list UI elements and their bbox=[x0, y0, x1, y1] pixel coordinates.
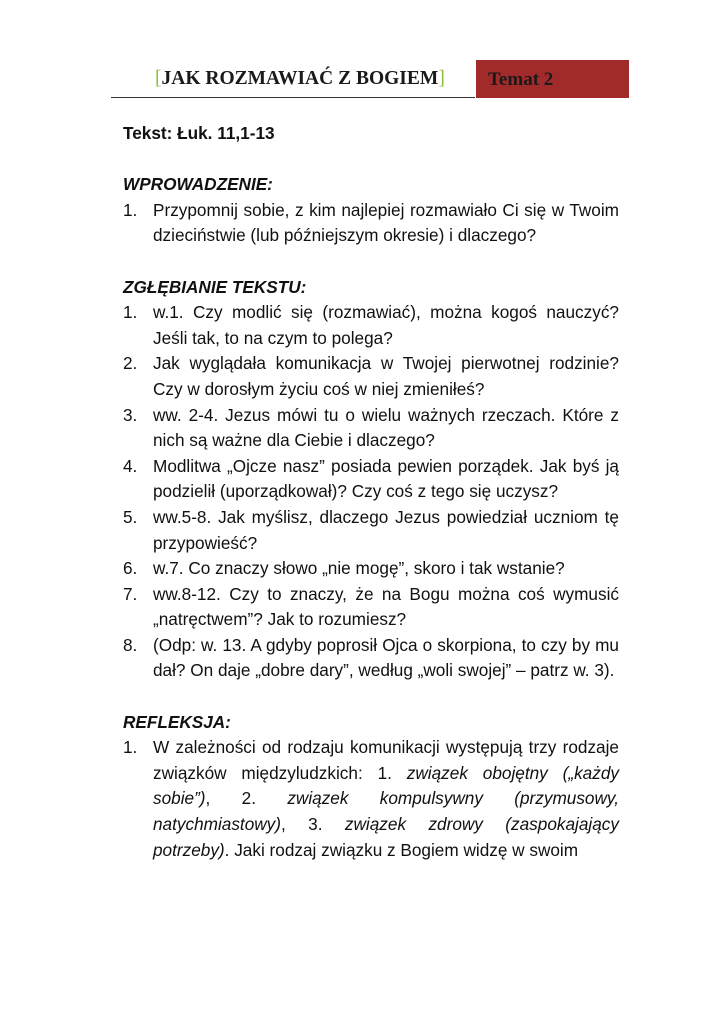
item-number: 1. bbox=[123, 199, 138, 220]
document-body bbox=[123, 121, 619, 889]
study-list bbox=[123, 300, 619, 684]
item-text-part: , 3. bbox=[281, 814, 345, 835]
item-number: 1. bbox=[123, 737, 138, 758]
item-text: Modlitwa „Ojcze nasz” posiada pewien porządek. Jak byś ją podzielił (uporządkował)? Czy coś z tego się uczysz? bbox=[153, 455, 619, 502]
list-item bbox=[123, 556, 619, 582]
item-text: ww.8-12. Czy to znaczy, że na Bogu można coś wymusić „natręctwem”? Jak to rozumiesz? bbox=[153, 583, 619, 630]
item-number: 2. bbox=[123, 353, 138, 374]
title-bracket-close: ] bbox=[438, 68, 445, 89]
item-number: 5. bbox=[123, 506, 138, 527]
item-text-part: . Jaki rodzaj związku z Bogiem widzę w swoim bbox=[224, 839, 579, 860]
intro-list bbox=[123, 198, 619, 249]
list-item bbox=[123, 633, 619, 684]
list-item bbox=[123, 505, 619, 556]
item-text: ww. 2-4. Jezus mówi tu o wielu ważnych rzeczach. Które z nich są ważne dla Ciebie i dlaczego? bbox=[153, 404, 619, 451]
topic-label: Temat 2 bbox=[488, 69, 554, 90]
page-header bbox=[111, 60, 629, 98]
title-text: JAK ROZMAWIAĆ Z BOGIEM bbox=[161, 68, 439, 89]
item-number: 6. bbox=[123, 558, 138, 579]
item-text-part: , 2. bbox=[205, 788, 288, 809]
item-number: 8. bbox=[123, 634, 138, 655]
item-text: (Odp: w. 13. A gdyby poprosił Ojca o skorpiona, to czy by mu dał? On daje „dobre dary”, według „woli swojej” – patrz w. 3). bbox=[153, 634, 619, 681]
item-text-italic: związek obojętny („każdy sobie”) bbox=[153, 762, 619, 809]
item-text-italic: związek kompulsywny (przymusowy, natychmiastowy) bbox=[153, 788, 619, 835]
document-title bbox=[155, 68, 445, 90]
item-number: 1. bbox=[123, 302, 138, 323]
list-item bbox=[123, 198, 619, 249]
section-heading-study: ZGŁĘBIANIE TEKSTU: bbox=[123, 276, 307, 297]
reflection-list bbox=[123, 735, 619, 863]
list-item bbox=[123, 351, 619, 402]
item-text: w.1. Czy modlić się (rozmawiać), można kogoś nauczyć? Jeśli tak, to na czym to polega? bbox=[153, 302, 619, 348]
list-item bbox=[123, 582, 619, 633]
section-heading-intro: WPROWADZENIE: bbox=[123, 174, 273, 195]
title-bracket-open: [ bbox=[155, 68, 162, 89]
item-text: w.7. Co znaczy słowo „nie mogę”, skoro i tak wstanie? bbox=[153, 558, 565, 579]
item-text-italic: związek zdrowy (zaspokajający potrzeby) bbox=[153, 814, 619, 860]
text-reference: Tekst: Łuk. 11,1-13 bbox=[123, 123, 275, 143]
item-text: Przypomnij sobie, z kim najlepiej rozmawiało Ci się w Twoim dzieciństwie (lub późniejszym okresie) i dlaczego? bbox=[153, 199, 619, 246]
item-text: ww.5-8. Jak myślisz, dlaczego Jezus powiedział uczniom tę przypowieść? bbox=[153, 506, 619, 553]
list-item bbox=[123, 300, 619, 351]
item-text-part: W zależności od rodzaju komunikacji występują trzy rodzaje związków międzyludzkich: 1. bbox=[153, 737, 619, 783]
item-text: Jak wyglądała komunikacja w Twojej pierwotnej rodzinie? Czy w dorosłym życiu coś w niej zmieniłeś? bbox=[153, 353, 619, 399]
list-item bbox=[123, 403, 619, 454]
item-number: 3. bbox=[123, 404, 138, 425]
list-item bbox=[123, 454, 619, 505]
topic-tab bbox=[476, 60, 629, 98]
item-number: 7. bbox=[123, 583, 138, 604]
list-item bbox=[123, 735, 619, 863]
section-heading-reflection: REFLEKSJA: bbox=[123, 711, 231, 732]
header-rule bbox=[111, 97, 475, 98]
item-number: 4. bbox=[123, 455, 138, 476]
